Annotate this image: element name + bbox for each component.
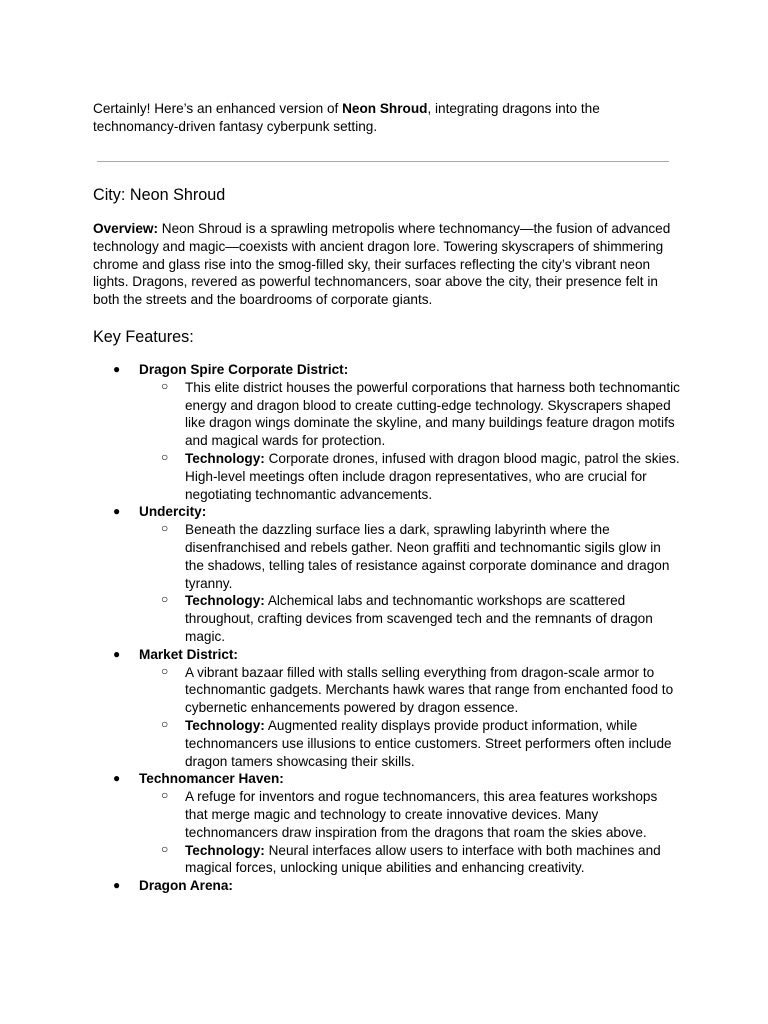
district-points-list	[139, 521, 683, 646]
point-text: A refuge for inventors and rogue technomancers, this area features workshops that merge magic and technology to create innovative devices. Many technomancers draw inspiration from the dragons that roam the skies above.	[185, 789, 658, 840]
point-label: Technology:	[185, 842, 265, 858]
point-label: Technology:	[185, 450, 265, 466]
hollow-bullet-icon: ○	[161, 841, 169, 856]
district-point	[139, 379, 683, 450]
district-point	[139, 664, 683, 717]
district-points-list	[139, 664, 683, 771]
point-label: Technology:	[185, 593, 265, 609]
intro-text-before: Certainly! Here’s an enhanced version of	[93, 101, 343, 116]
district-item	[93, 646, 683, 771]
district-name: Dragon Arena:	[139, 878, 233, 894]
point-text: Neural interfaces allow users to interface with both machines and magical forces, unlocking unique abilities and enhancing creativity.	[185, 842, 661, 876]
hollow-bullet-icon: ○	[161, 378, 169, 393]
point-text: This elite district houses the powerful corporations that harness both technomantic energy and dragon blood to create cutting-edge technology. Skyscrapers shaped like dragon wings dominate the skyline, and many buildings feature dragon motifs and magical wards for protection.	[185, 379, 680, 449]
filled-bullet-icon: ●	[113, 771, 121, 786]
filled-bullet-icon: ●	[113, 504, 121, 519]
hollow-bullet-icon: ○	[161, 788, 169, 803]
district-point	[139, 592, 683, 645]
district-name: Technomancer Haven:	[139, 771, 284, 787]
district-point	[139, 521, 683, 592]
overview-paragraph	[93, 220, 673, 309]
overview-text: Neon Shroud is a sprawling metropolis where technomancy—the fusion of advanced technology and magic—coexists with ancient dragon lore. Towering skyscrapers of shimmering chrome and glass rise into the smog-filled sky, their surfaces reflecting the city’s vibrant neon lights. Dragons, revered as powerful technomancers, soar above the city, their presence felt in both the streets and the boardrooms of corporate giants.	[93, 221, 671, 308]
district-name: Market District:	[139, 646, 238, 662]
district-item	[93, 770, 683, 877]
point-label: Technology:	[185, 717, 265, 733]
point-text: Alchemical labs and technomantic workshops are scattered throughout, crafting devices from scavenged tech and the remnants of dragon magic.	[185, 593, 653, 644]
intro-text-after: , integrating dragons into the technomancy-driven fantasy cyberpunk setting.	[93, 101, 600, 134]
district-item	[93, 503, 683, 645]
horizontal-divider	[97, 161, 669, 162]
district-point	[139, 788, 683, 841]
district-name: Dragon Spire Corporate District:	[139, 362, 349, 377]
hollow-bullet-icon: ○	[161, 449, 169, 464]
district-points-list	[139, 379, 683, 504]
hollow-bullet-icon: ○	[161, 716, 169, 731]
hollow-bullet-icon: ○	[161, 663, 169, 678]
key-features-heading: Key Features:	[93, 328, 194, 346]
district-name: Undercity:	[139, 504, 207, 520]
filled-bullet-icon: ●	[113, 646, 121, 661]
point-text: Beneath the dazzling surface lies a dark, sprawling labyrinth where the disenfranchised and rebels gather. Neon graffiti and technomantic sigils glow in the shadows, telling tales of resistance against corporate dominance and dragon tyranny.	[185, 522, 670, 591]
point-text: Augmented reality displays provide product information, while technomancers use illusions to entice customers. Street performers often include dragon tamers showcasing their skills.	[185, 717, 672, 769]
overview-label: Overview:	[93, 221, 158, 236]
key-features-list	[93, 361, 683, 895]
district-item	[93, 877, 683, 895]
hollow-bullet-icon: ○	[161, 521, 169, 536]
point-text: Corporate drones, infused with dragon blood magic, patrol the skies. High-level meetings often include dragon representatives, who are crucial for negotiating technomantic advancements.	[185, 450, 680, 502]
intro-paragraph	[93, 100, 673, 136]
hollow-bullet-icon: ○	[161, 592, 169, 607]
intro-title-bold: Neon Shroud	[342, 101, 428, 116]
district-point	[139, 717, 683, 770]
district-points-list	[139, 788, 683, 877]
district-point	[139, 450, 683, 503]
filled-bullet-icon: ●	[113, 362, 121, 376]
city-heading: City: Neon Shroud	[93, 186, 226, 204]
district-item	[93, 361, 683, 503]
filled-bullet-icon: ●	[113, 878, 121, 893]
district-point	[139, 842, 683, 878]
point-text: A vibrant bazaar filled with stalls selling everything from dragon-scale armor to technomantic gadgets. Merchants hawk wares that range from enchanted food to cybernetic enhancements powered by dragon essence.	[185, 664, 674, 716]
